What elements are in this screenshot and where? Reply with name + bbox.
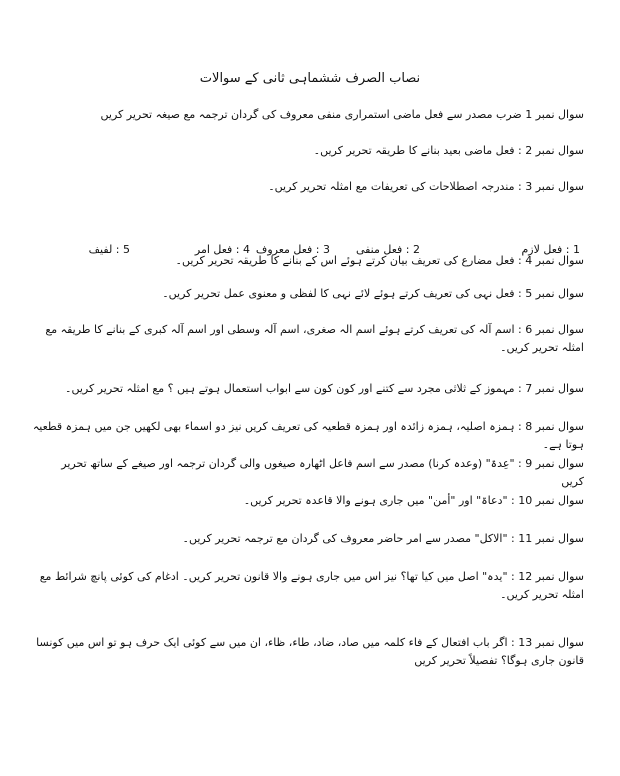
term-item: 1 : فعل لازم bbox=[521, 243, 580, 256]
question-5-text: سوال نمبر 5 : فعل نہی کی تعریف کرتے ہوئے لائے نہی کا لفظی و معنوی عمل تحریر کریں۔ bbox=[162, 287, 584, 300]
question-8-text: سوال نمبر 8 : ہمزہ اصلیہ، ہمزہ زائدہ اور ہمزہ قطعیہ کی تعریف کریں نیز دو اسماء بھی لکھیں جن میں ہمزہ قطعیہ ہوتا ہے۔ bbox=[32, 420, 584, 451]
question-10 bbox=[36, 492, 584, 510]
question-7 bbox=[36, 380, 584, 398]
question-6 bbox=[24, 321, 584, 357]
question-12 bbox=[24, 568, 584, 604]
question-13 bbox=[24, 634, 584, 670]
question-11-text: سوال نمبر 11 : "الاکل" مصدر سے امر حاضر معروف کی گردان مع ترجمہ تحریر کریں۔ bbox=[182, 532, 584, 545]
question-4 bbox=[36, 252, 584, 270]
question-3 bbox=[36, 178, 584, 196]
question-7-text: سوال نمبر 7 : مہموز کے ثلاثی مجرد سے کتنے اور کون کون سے ابواب استعمال ہوتے ہیں ؟ مع امثلہ تحریر کریں۔ bbox=[65, 382, 584, 395]
term-item: 2 : فعل منفی bbox=[355, 243, 420, 256]
question-5 bbox=[36, 285, 584, 303]
page-title: نصاب الصرف ششماہی ثانی کے سوالات bbox=[199, 71, 421, 86]
question-10-text: سوال نمبر 10 : "دعاۃ" اور "أمن" میں جاری ہونے والا قاعدہ تحریر کریں۔ bbox=[243, 494, 584, 507]
question-13-text: سوال نمبر 13 : اگر باب افتعال کے فاء کلمہ میں صاد، ضاد، طاء، ظاء، ان میں سے کوئی ایک حرف ہو تو اس میں کونسا قانون جاری ہوگا؟ تفصیلاً تحریر کریں bbox=[36, 636, 584, 667]
question-11 bbox=[36, 530, 584, 548]
term-item: 4 : فعل امر bbox=[194, 243, 250, 256]
question-1 bbox=[24, 106, 584, 124]
term-item: 3 : فعل معروف bbox=[255, 243, 330, 256]
question-2 bbox=[36, 142, 584, 160]
question-2-text: سوال نمبر 2 : فعل ماضی بعید بنانے کا طریقہ تحریر کریں۔ bbox=[313, 144, 584, 157]
question-3-text: سوال نمبر 3 : مندرجہ اصطلاحات کی تعریفات مع امثلہ تحریر کریں۔ bbox=[268, 180, 584, 193]
question-6-text: سوال نمبر 6 : اسم آلہ کی تعریف کرتے ہوئے اسم الہ صغری، اسم آلہ وسطی اور اسم آلہ کبری کے بنانے کا طریقہ مع امثلہ تحریر کریں۔ bbox=[45, 323, 584, 354]
question-12-text: سوال نمبر 12 : "یدہ" اصل میں کیا تھا؟ نیز اس میں جاری ہونے والا قانون تحریر کریں۔ ادغام کی کوئی پانچ شرائط مع امثلہ تحریر کریں۔ bbox=[39, 570, 584, 601]
question-9-text: سوال نمبر 9 : "عِدۃ" (وعدہ کرنا) مصدر سے اسم فاعل اٹھارہ صیغوں والی گردان ترجمہ اور صیغے کے ساتھ تحریر کریں bbox=[61, 457, 584, 488]
question-4-text: سوال نمبر 4 : فعل مضارع کی تعریف بیان کرتے ہوئے اس کے بنانے کا طریقہ تحریر کریں۔ bbox=[175, 254, 584, 267]
question-8 bbox=[24, 418, 584, 454]
term-item: 5 : لفیف bbox=[88, 243, 130, 256]
question-1-text: سوال نمبر 1 ضرب مصدر سے فعل ماضی استمراری منفی معروف کی گردان ترجمہ مع صیغہ تحریر کریں bbox=[100, 108, 584, 121]
question-9 bbox=[36, 455, 584, 491]
